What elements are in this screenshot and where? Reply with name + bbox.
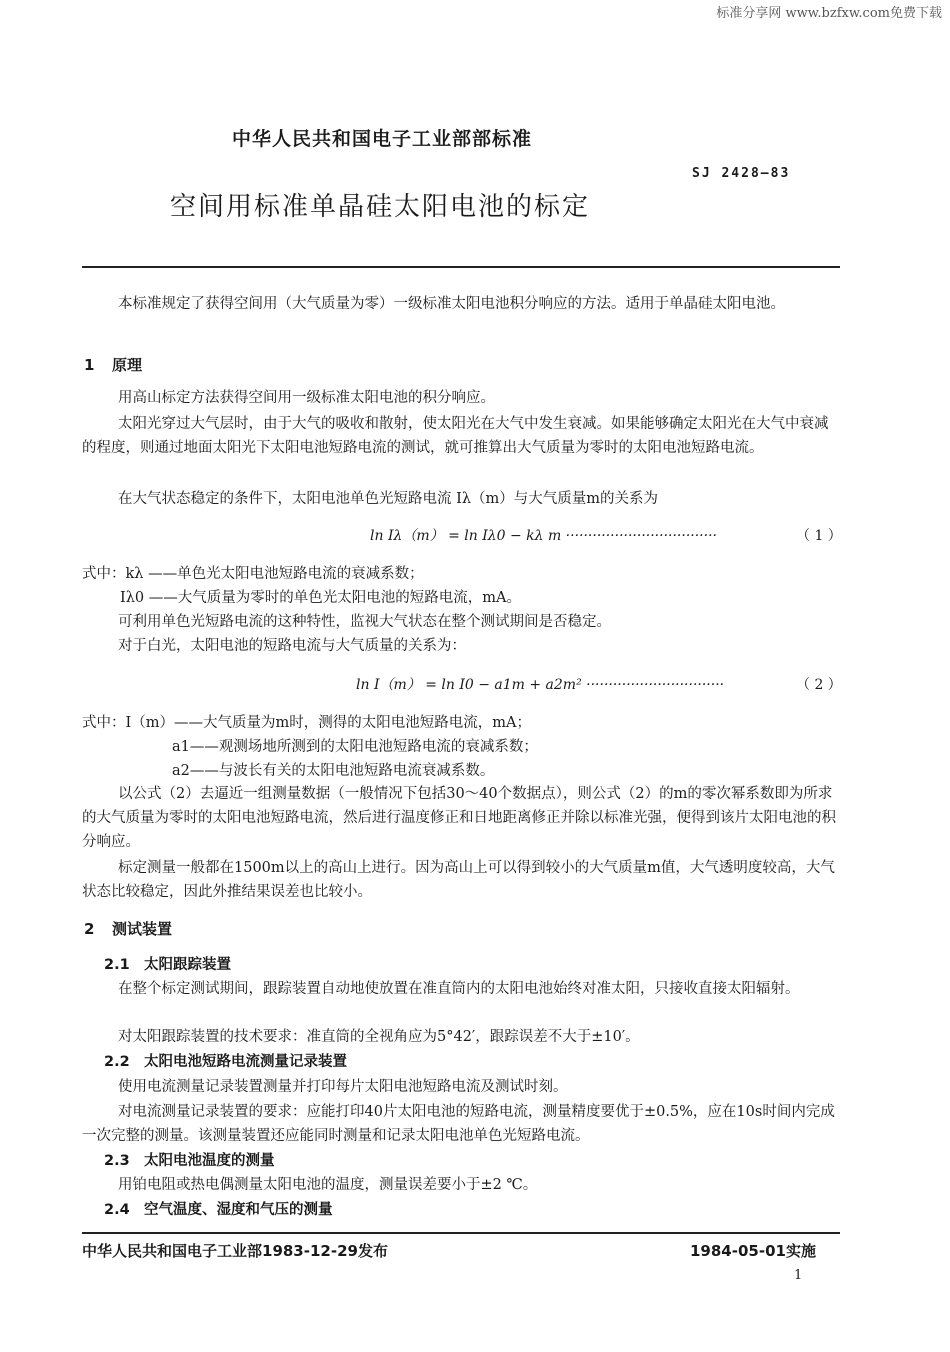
section-1-paragraph-4: 可利用单色光短路电流的这种特性，监视大气状态在整个测试期间是否稳定。: [118, 614, 611, 630]
definition-i-m: 式中：I（m）——大气质量为m时，测得的太阳电池短路电流，mA；: [82, 715, 531, 731]
section-title: 测试装置: [112, 920, 173, 938]
subsection-2-2-paragraph-2: 对电流测量记录装置的要求：应能打印40片太阳电池的短路电流，测量精度要优于±0.5%，应在10s时间内完成一次完整的测量。该测量装置还应能同时测量和记录太阳电池单色光短路电流。: [82, 1104, 835, 1144]
section-2-heading: [84, 918, 172, 939]
definition-a2: a2——与波长有关的太阳电池短路电流衰减系数。: [172, 763, 495, 779]
subsection-number: 2.4: [104, 1202, 130, 1218]
section-number: 1: [84, 356, 95, 374]
subsection-number: 2.3: [104, 1153, 130, 1169]
document-title: 空间用标准单晶硅太阳电池的标定: [170, 192, 591, 222]
subsection-title: 空气温度、湿度和气压的测量: [144, 1202, 333, 1218]
footer-rule: [82, 1232, 840, 1234]
standard-code: SJ 2428—83: [692, 166, 791, 181]
subsection-title: 太阳跟踪装置: [144, 957, 231, 973]
equation-number-2: （ 2 ）: [796, 677, 842, 693]
watermark-text: 标准分享网 www.bzfxw.com免费下载: [716, 6, 942, 21]
section-title: 原理: [112, 356, 143, 374]
subsection-2-2-heading: [104, 1050, 347, 1071]
section-1-heading: [84, 354, 142, 375]
subsection-2-3-paragraph-1: 用铂电阻或热电偶测量太阳电池的温度，测量误差要小于±2 ℃。: [118, 1177, 538, 1193]
subsection-2-3-heading: [104, 1149, 275, 1170]
definition-k-lambda: 式中：kλ ——单色光太阳电池短路电流的衰减系数；: [82, 566, 424, 582]
definition-i-lambda-0: Iλ0 ——大气质量为零时的单色光太阳电池的短路电流，mA。: [120, 590, 521, 606]
section-1-paragraph-2: 太阳光穿过大气层时，由于大气的吸收和散射，使太阳光在大气中发生衰减。如果能够确定太阳光在大气中衰减的程度，则通过地面太阳光下太阳电池短路电流的测试，就可推算出大气质量为零时的太阳电池短路电流。: [82, 416, 829, 456]
subsection-number: 2.2: [104, 1054, 130, 1070]
section-1-paragraph-6: 以公式（2）去逼近一组测量数据（一般情况下包括30～40个数据点），则公式（2）的m的零次幂系数即为所求的大气质量为零时的太阳电池短路电流，然后进行温度修正和日地距离修正并除以标准光强，便得到该片太阳电池的积分响应。: [82, 786, 836, 850]
section-number: 2: [84, 920, 95, 938]
subsection-2-2-paragraph-1: 使用电流测量记录装置测量并打印每片太阳电池短路电流及测试时刻。: [118, 1079, 568, 1095]
subsection-title: 太阳电池短路电流测量记录装置: [144, 1054, 347, 1070]
equation-number-1: （ 1 ）: [796, 528, 842, 544]
subsection-2-4-heading: [104, 1198, 333, 1219]
formula-2: ln I（m） = ln I0 − a1m + a2m² ·······························: [356, 677, 725, 693]
subsection-2-1-paragraph-1: 在整个标定测试期间，跟踪装置自动地使放置在准直筒内的太阳电池始终对准太阳，只接收直接太阳辐射。: [118, 981, 800, 997]
effective-date: 1984-05-01实施: [690, 1242, 816, 1260]
header-rule: [82, 266, 840, 268]
formula-1: ln Iλ（m） = ln Iλ0 − kλ m ··································: [370, 528, 717, 544]
definition-a1: a1——观测场地所测到的太阳电池短路电流的衰减系数；: [172, 739, 538, 755]
section-1-paragraph-1: 用高山标定方法获得空间用一级标准太阳电池的积分响应。: [118, 390, 495, 406]
issue-date: 中华人民共和国电子工业部1983-12-29发布: [82, 1242, 388, 1260]
subsection-number: 2.1: [104, 957, 130, 973]
page-number: 1: [794, 1268, 803, 1283]
issuing-organization: 中华人民共和国电子工业部部标准: [232, 128, 533, 150]
subsection-2-1-heading: [104, 953, 231, 974]
intro-paragraph: 本标准规定了获得空间用（大气质量为零）一级标准太阳电池积分响应的方法。适用于单晶硅太阳电池。: [118, 296, 785, 312]
section-1-paragraph-5: 对于白光，太阳电池的短路电流与大气质量的关系为：: [118, 638, 466, 654]
subsection-2-1-paragraph-2: 对太阳跟踪装置的技术要求：准直筒的全视角应为5°42′，跟踪误差不大于±10′。: [118, 1029, 640, 1045]
section-1-paragraph-7: 标定测量一般都在1500m以上的高山上进行。因为高山上可以得到较小的大气质量m值，大气透明度较高，大气状态比较稳定，因此外推结果误差也比较小。: [82, 860, 835, 900]
section-1-paragraph-3: 在大气状态稳定的条件下，太阳电池单色光短路电流 Iλ（m）与大气质量m的关系为: [118, 491, 659, 507]
subsection-title: 太阳电池温度的测量: [144, 1153, 275, 1169]
